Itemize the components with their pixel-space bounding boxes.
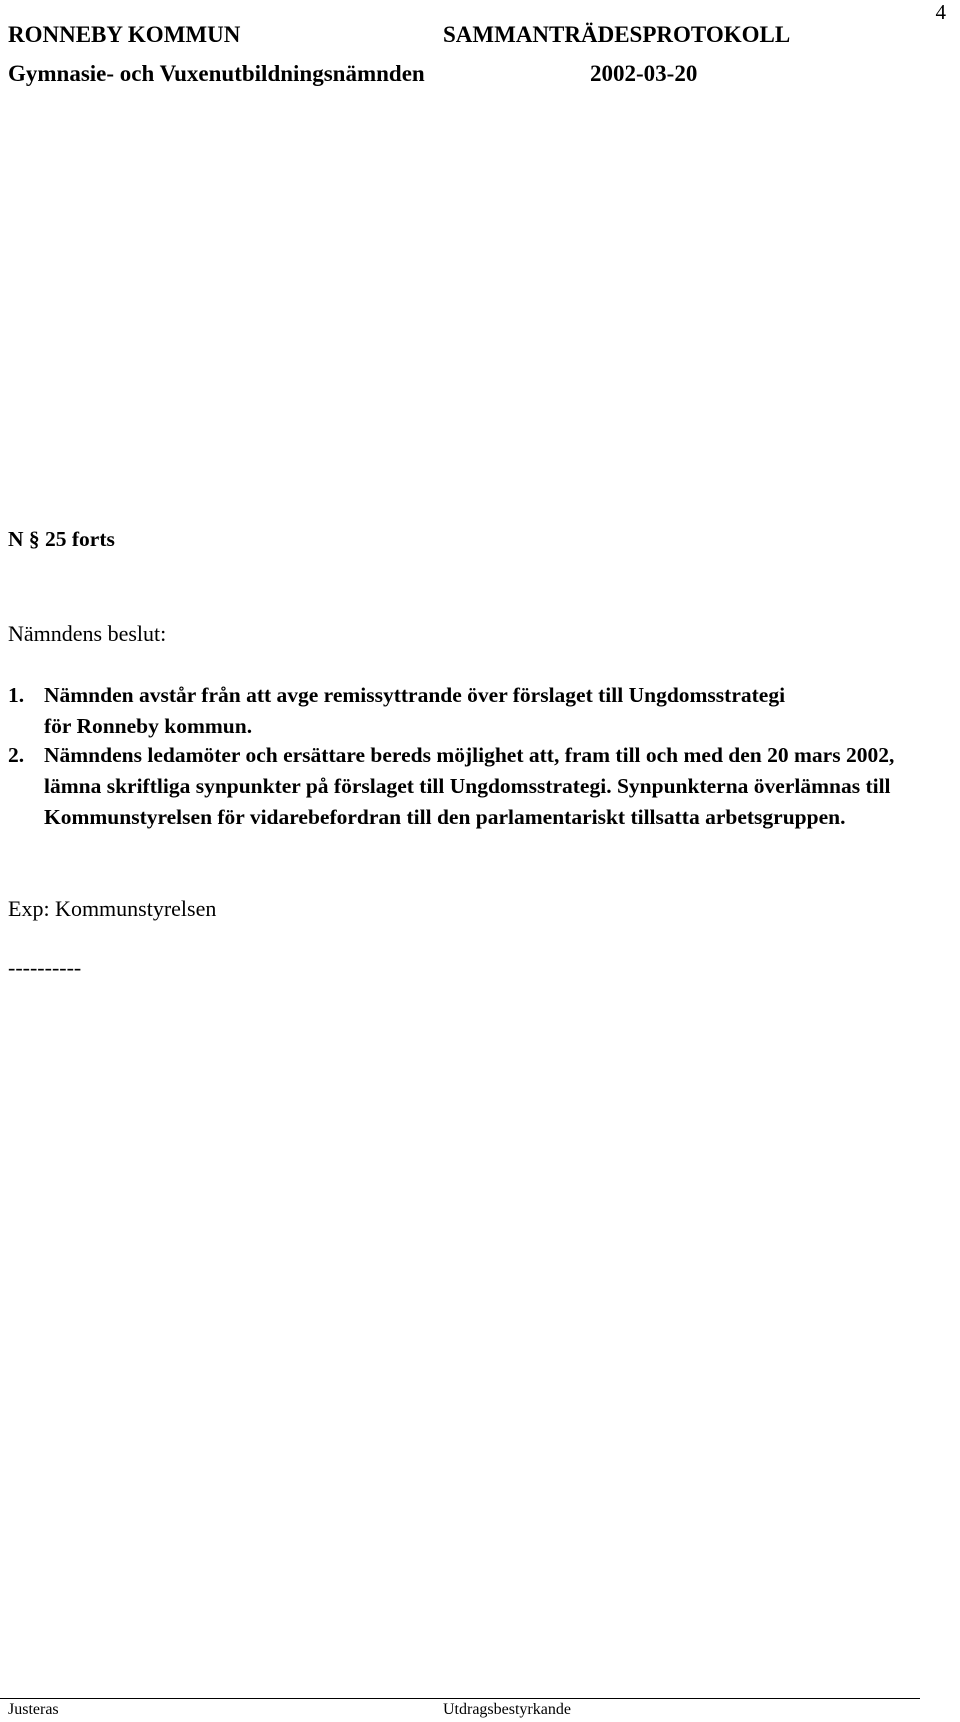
- expedition-line: Exp: Kommunstyrelsen: [8, 896, 217, 921]
- separator-dashes: ----------: [8, 955, 82, 980]
- decision-item-text: Nämnden avstår från att avge remissyttrande över förslaget till Ungdomsstrategi för Ronneby kommun.: [44, 683, 786, 738]
- meeting-date: 2002-03-20: [590, 61, 698, 86]
- document-type: SAMMANTRÄDESPROTOKOLL: [443, 22, 791, 47]
- decision-item-1: [8, 680, 953, 742]
- footer-justeras: Justeras: [8, 1701, 59, 1718]
- committee-name: Gymnasie- och Vuxenutbildningsnämnden: [8, 61, 425, 86]
- footer-utdragsbestyrkande: Utdragsbestyrkande: [443, 1701, 571, 1718]
- decision-item-number: 1.: [8, 683, 25, 707]
- page-number: 4: [935, 0, 946, 24]
- footer-divider: [0, 1698, 920, 1699]
- decision-item-text: Nämndens ledamöter och ersättare bereds möjlighet att, fram till och med den 20 mars 2002, lämna skriftliga synpunkter på förslaget till Ungdomsstrategi. Synpunkterna överlämnas till Kommunstyrelsen för vidarebefordran till den parlamentariskt tillsatta arbetsgruppen.: [44, 743, 895, 829]
- decision-item-number: 2.: [8, 743, 25, 767]
- municipality-name: RONNEBY KOMMUN: [8, 22, 241, 47]
- paragraph-reference: N § 25 forts: [8, 527, 115, 551]
- decision-heading: Nämndens beslut:: [8, 621, 167, 646]
- decision-item-2: [8, 740, 953, 864]
